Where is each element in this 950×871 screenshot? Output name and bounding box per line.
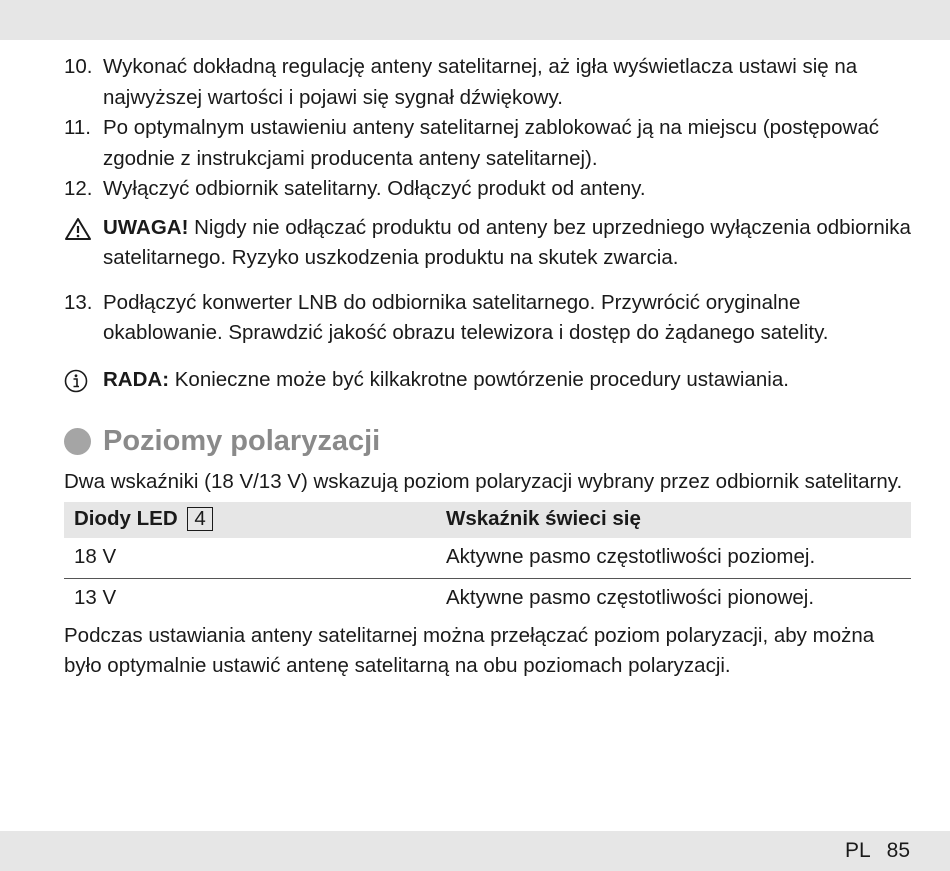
table-header-led: Diody LED 4: [64, 502, 436, 538]
led-table: [64, 502, 911, 619]
step-text: Wyłączyć odbiornik satelitarny. Odłączyć produkt od anteny.: [103, 177, 646, 200]
top-band: [0, 0, 950, 40]
info-circle-icon: [64, 365, 103, 396]
bottom-band: [0, 831, 950, 871]
section-bullet-icon: [64, 428, 91, 455]
tip-label: RADA:: [103, 367, 170, 391]
step-number: 13.: [64, 290, 93, 314]
page-content: [64, 52, 914, 682]
table-header-row: [64, 502, 911, 538]
step-13: [64, 288, 914, 349]
tip-text: Konieczne może być kilkakrotne powtórzenie procedury ustawiania.: [174, 367, 789, 391]
page-number: 85: [886, 839, 910, 862]
table-cell-led: 13 V: [74, 586, 117, 610]
step-11: [64, 113, 914, 174]
table-row: [64, 578, 911, 619]
step-text: Podłączyć konwerter LNB do odbiornika satelitarnego. Przywrócić oryginalne okablowanie. Sprawdzić jakość obrazu telewizora i dostęp do żądanego satelity.: [103, 290, 829, 344]
step-number: 10.: [64, 55, 93, 78]
warning-triangle-icon: [64, 213, 103, 274]
section-intro: Dwa wskaźniki (18 V/13 V) wskazują poziom polaryzacji wybrany przez odbiornik satelitarny.: [64, 470, 903, 493]
warning-text: Nigdy nie odłączać produktu od anteny bez uprzedniego wyłączenia odbiornika satelitarnego. Ryzyko uszkodzenia produktu na skutek zwarcia.: [103, 215, 911, 269]
table-header-indicator: Wskaźnik świeci się: [436, 502, 911, 538]
warning-label: UWAGA!: [103, 215, 189, 239]
page-footer: [845, 839, 910, 863]
step-number: 11.: [64, 116, 91, 139]
step-text: Wykonać dokładną regulację anteny satelitarnej, aż igła wyświetlacza ustawi się na najwyższej wartości i pojawi się sygnał dźwiękowy.: [103, 55, 858, 109]
step-number: 12.: [64, 177, 93, 200]
section-title: Poziomy polaryzacji: [103, 425, 381, 457]
table-cell-led: 18 V: [64, 538, 436, 579]
step-10: [64, 52, 914, 113]
step-12: [64, 174, 914, 205]
section-header: [64, 421, 914, 461]
table-cell-meaning: Aktywne pasmo częstotliwości pionowej.: [446, 586, 815, 610]
table-cell-meaning: Aktywne pasmo częstotliwości poziomej.: [436, 538, 911, 579]
tip-note: [64, 365, 914, 396]
step-text: Po optymalnym ustawieniu anteny satelitarnej zablokować ją na miejscu (postępować zgodnie z instrukcjami producenta anteny satelitarnej).: [103, 116, 879, 170]
reference-number-box: 4: [187, 507, 212, 531]
language-code: PL: [844, 839, 871, 862]
warning-note: [64, 213, 914, 274]
table-row: [64, 538, 911, 579]
closing-paragraph: Podczas ustawiania anteny satelitarnej można przełączać poziom polaryzacji, aby można było optymalnie ustawić antenę satelitarną na obu poziomach polaryzacji.: [64, 623, 875, 677]
